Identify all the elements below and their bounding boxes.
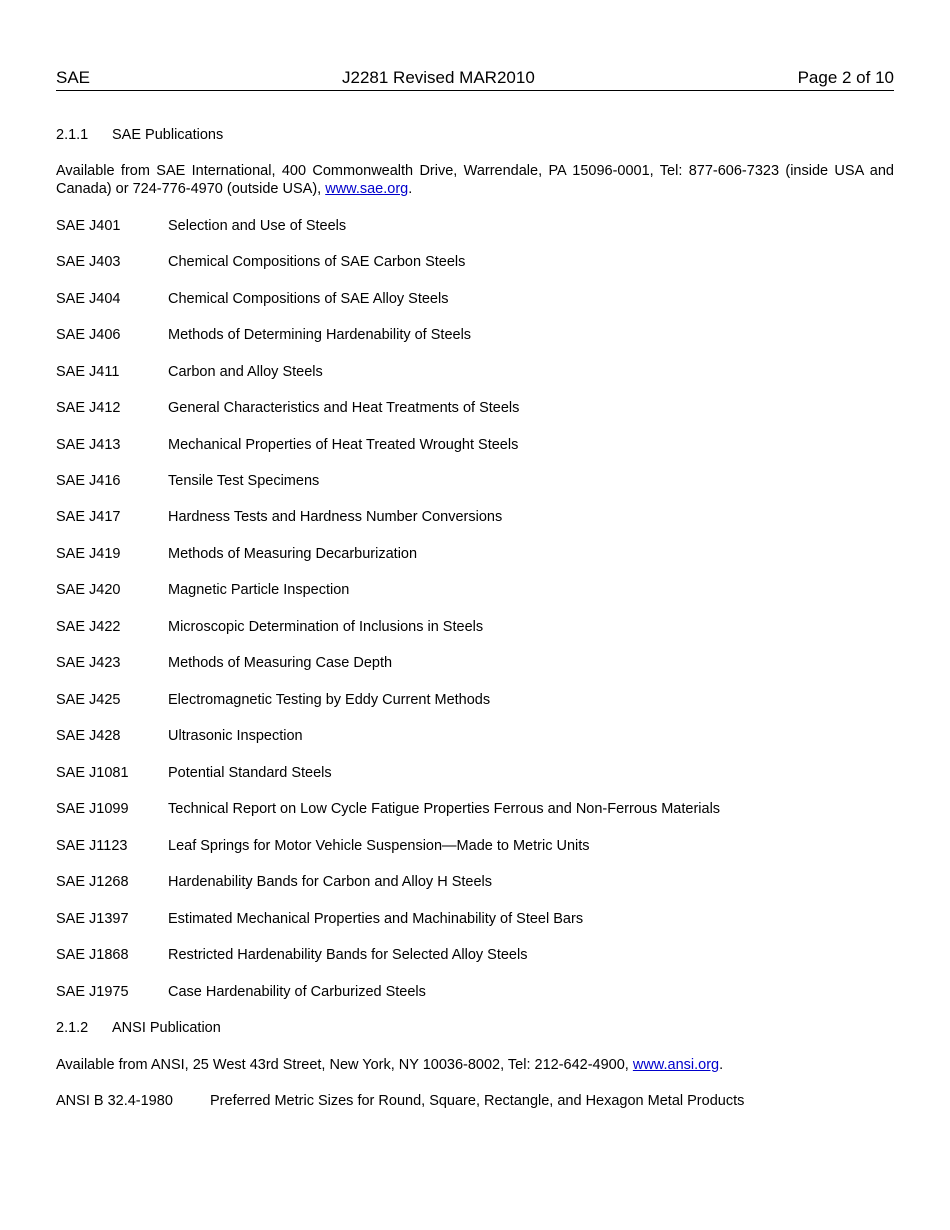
header-document-id: J2281 Revised MAR2010 [342, 68, 535, 87]
reference-item [56, 983, 426, 1001]
reference-title: Potential Standard Steels [168, 765, 332, 781]
reference-title: Hardenability Bands for Carbon and Alloy H Steels [168, 874, 493, 890]
reference-code: SAE J404 [56, 291, 121, 307]
availability-end: . [719, 1057, 724, 1073]
availability-text: Available from SAE International, 400 Commonwealth Drive, Warrendale, PA 15096-0001, Tel: 877-606-7323 (inside USA and Canada) or 724-776-4970 (outside USA), [56, 163, 894, 197]
reference-code: SAE J411 [56, 364, 120, 380]
reference-item [56, 436, 518, 454]
reference-code: SAE J419 [56, 546, 121, 562]
availability-text: Available from ANSI, 25 West 43rd Street, New York, NY 10036-8002, Tel: 212-642-4900, [56, 1057, 633, 1073]
reference-title: Estimated Mechanical Properties and Machinability of Steel Bars [168, 911, 584, 927]
page-header [56, 68, 894, 91]
reference-code: SAE J417 [56, 509, 121, 525]
section-number: 2.1.2 [56, 1020, 89, 1036]
section-heading-2-1-1 [56, 126, 223, 144]
reference-item [56, 508, 502, 526]
section-number: 2.1.1 [56, 127, 89, 143]
reference-title: Microscopic Determination of Inclusions in Steels [168, 619, 484, 635]
header-page-number: Page 2 of 10 [797, 68, 894, 87]
reference-code: SAE J416 [56, 473, 121, 489]
reference-code: SAE J1268 [56, 874, 129, 890]
reference-code: SAE J422 [56, 619, 121, 635]
reference-item [56, 691, 490, 709]
reference-title: Methods of Measuring Decarburization [168, 546, 418, 562]
reference-title: Electromagnetic Testing by Eddy Current Methods [168, 692, 491, 708]
reference-code: SAE J428 [56, 728, 121, 744]
section-title: SAE Publications [112, 127, 224, 143]
reference-code: SAE J423 [56, 655, 121, 671]
reference-code: SAE J1099 [56, 801, 129, 817]
reference-title: Technical Report on Low Cycle Fatigue Properties Ferrous and Non-Ferrous Materials [168, 801, 721, 817]
reference-title: Chemical Compositions of SAE Carbon Steels [168, 254, 466, 270]
reference-item [56, 363, 323, 381]
reference-title: Mechanical Properties of Heat Treated Wrought Steels [168, 437, 519, 453]
reference-code: SAE J406 [56, 327, 121, 343]
reference-code: SAE J1975 [56, 984, 129, 1000]
reference-item [56, 654, 392, 672]
reference-title: General Characteristics and Heat Treatments of Steels [168, 400, 520, 416]
reference-title: Selection and Use of Steels [168, 218, 347, 234]
reference-code: SAE J413 [56, 437, 121, 453]
reference-title: Leaf Springs for Motor Vehicle Suspension—Made to Metric Units [168, 838, 590, 854]
reference-item [56, 545, 417, 563]
reference-title: Preferred Metric Sizes for Round, Square, Rectangle, and Hexagon Metal Products [210, 1093, 745, 1109]
reference-item [56, 946, 527, 964]
reference-code: SAE J420 [56, 582, 121, 598]
reference-item [56, 727, 303, 745]
reference-title: Chemical Compositions of SAE Alloy Steels [168, 291, 449, 307]
reference-item [56, 581, 349, 599]
section-title: ANSI Publication [112, 1020, 221, 1036]
reference-code: ANSI B 32.4-1980 [56, 1093, 173, 1109]
reference-item [56, 399, 519, 417]
sae-website-link[interactable]: www.sae.org [325, 181, 409, 197]
reference-title: Hardness Tests and Hardness Number Conversions [168, 509, 503, 525]
reference-code: SAE J403 [56, 254, 121, 270]
sae-availability-paragraph [56, 162, 894, 198]
availability-end: . [408, 181, 413, 197]
reference-title: Magnetic Particle Inspection [168, 582, 350, 598]
reference-item [56, 290, 448, 308]
reference-code: SAE J1081 [56, 765, 129, 781]
reference-title: Case Hardenability of Carburized Steels [168, 984, 426, 1000]
reference-item [56, 326, 471, 344]
reference-item [56, 217, 346, 235]
reference-item [56, 764, 332, 782]
reference-item [56, 837, 590, 855]
reference-title: Carbon and Alloy Steels [168, 364, 323, 380]
reference-code: SAE J1123 [56, 838, 128, 854]
reference-code: SAE J401 [56, 218, 121, 234]
reference-item [56, 618, 483, 636]
reference-code: SAE J412 [56, 400, 121, 416]
reference-title: Ultrasonic Inspection [168, 728, 303, 744]
reference-title: Restricted Hardenability Bands for Selected Alloy Steels [168, 947, 528, 963]
reference-title: Methods of Determining Hardenability of Steels [168, 327, 472, 343]
ansi-availability-paragraph [56, 1056, 894, 1074]
reference-code: SAE J1397 [56, 911, 129, 927]
section-heading-2-1-2 [56, 1019, 221, 1037]
header-organization: SAE [56, 68, 91, 87]
reference-item [56, 910, 583, 928]
reference-item [56, 800, 720, 818]
reference-title: Tensile Test Specimens [168, 473, 320, 489]
reference-item [56, 873, 492, 891]
reference-item [56, 253, 465, 271]
reference-code: SAE J425 [56, 692, 121, 708]
reference-code: SAE J1868 [56, 947, 129, 963]
reference-item [56, 1092, 744, 1110]
ansi-website-link[interactable]: www.ansi.org [632, 1057, 720, 1073]
reference-item [56, 472, 319, 490]
reference-title: Methods of Measuring Case Depth [168, 655, 393, 671]
